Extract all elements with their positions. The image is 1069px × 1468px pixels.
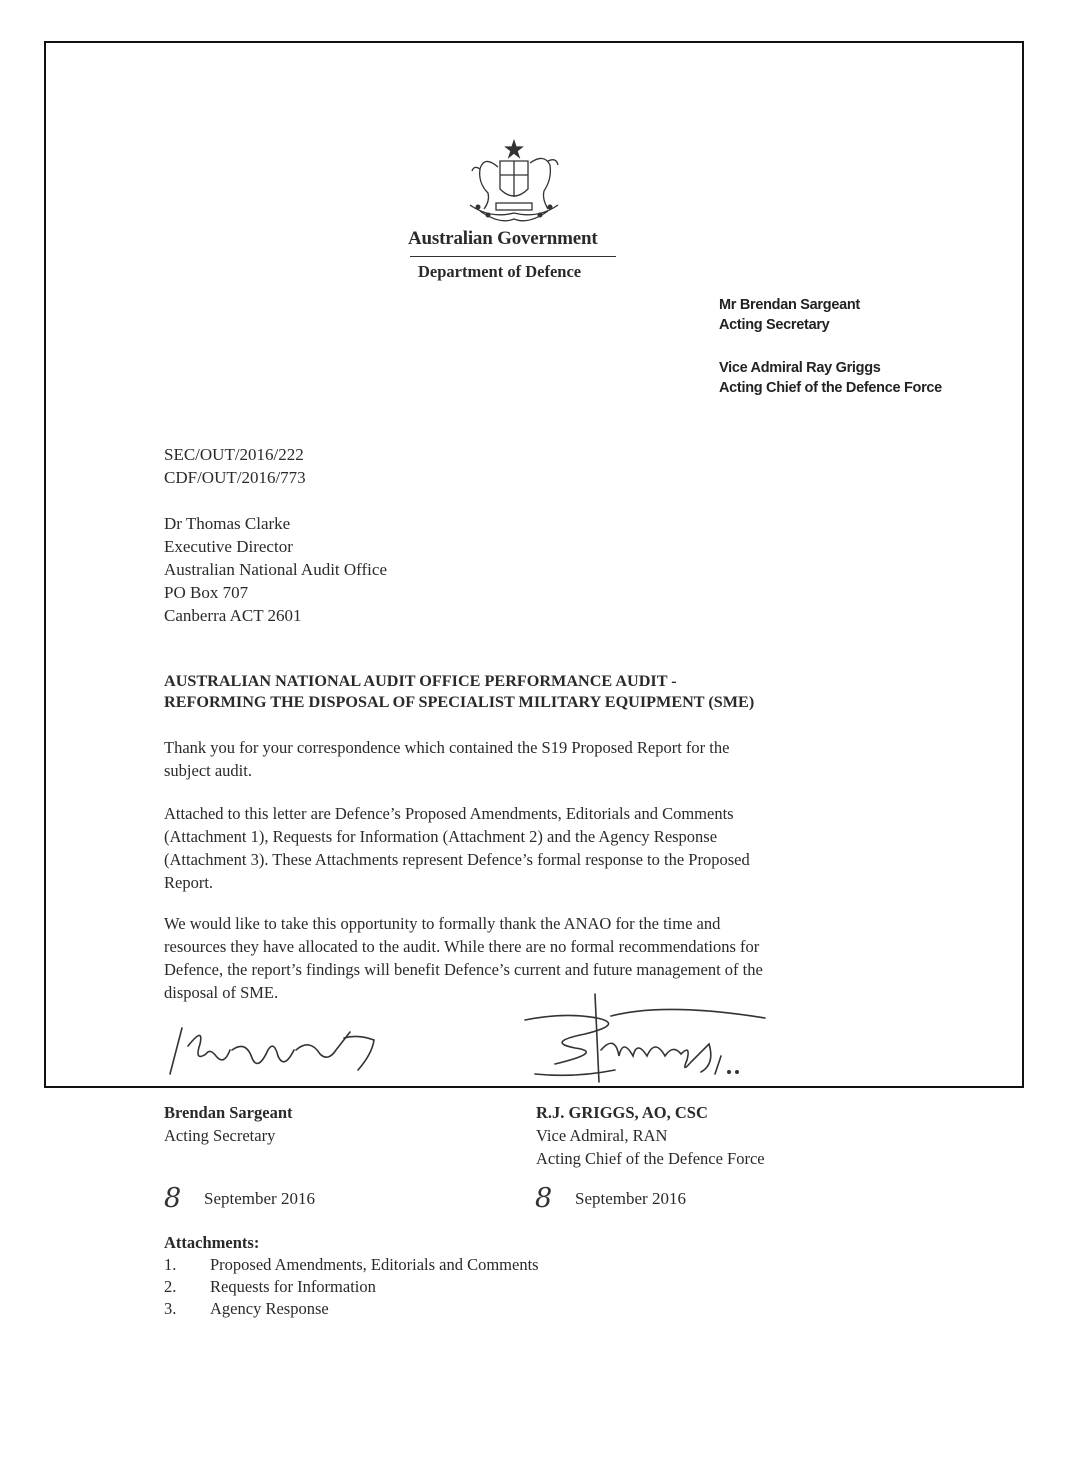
date-sargeant	[164, 1183, 315, 1214]
reference-numbers	[164, 443, 306, 489]
officer-title: Acting Chief of the Defence Force	[719, 380, 942, 396]
list-item	[164, 1298, 539, 1320]
handwritten-day: 8	[535, 1183, 553, 1214]
date-month-year: September 2016	[204, 1189, 315, 1208]
list-item	[164, 1276, 539, 1298]
date-griggs	[535, 1183, 686, 1214]
list-number: 1.	[164, 1255, 177, 1274]
recipient-organisation: Australian National Audit Office	[164, 560, 387, 579]
paragraph-line: Report.	[164, 873, 214, 892]
signature-sargeant	[160, 1010, 390, 1090]
signatory-name: R.J. GRIGGS, AO, CSC	[536, 1103, 708, 1122]
signatory-sargeant	[164, 1101, 293, 1147]
paragraph-line: Attached to this letter are Defence’s Proposed Amendments, Editorials and Comments	[164, 804, 734, 823]
subject-line: AUSTRALIAN NATIONAL AUDIT OFFICE PERFORMANCE AUDIT -	[164, 672, 677, 690]
signatory-title: Acting Chief of the Defence Force	[536, 1149, 765, 1168]
officer-name: Vice Admiral Ray Griggs	[719, 360, 881, 376]
subject-line: REFORMING THE DISPOSAL OF SPECIALIST MILITARY EQUIPMENT (SME)	[164, 693, 755, 711]
list-item	[164, 1254, 539, 1276]
signatory-griggs	[536, 1101, 765, 1170]
officer-name: Mr Brendan Sargeant	[719, 297, 860, 313]
recipient-position: Executive Director	[164, 537, 293, 556]
paragraph-line: Thank you for your correspondence which contained the S19 Proposed Report for the	[164, 738, 730, 757]
paragraph-line: Defence, the report’s findings will benefit Defence’s current and future management of the	[164, 960, 763, 979]
list-label: Proposed Amendments, Editorials and Comments	[210, 1255, 539, 1274]
body-paragraph-1	[164, 736, 884, 782]
reference-cdf: CDF/OUT/2016/773	[164, 468, 306, 487]
attachments-list	[164, 1232, 539, 1320]
list-number: 2.	[164, 1277, 177, 1296]
recipient-city: Canberra ACT 2601	[164, 606, 302, 625]
officer-cdf	[719, 358, 942, 398]
paragraph-line: (Attachment 1), Requests for Information (Attachment 2) and the Agency Response	[164, 827, 718, 846]
paragraph-line: We would like to take this opportunity to formally thank the ANAO for the time and	[164, 914, 721, 933]
officer-block	[719, 295, 942, 421]
signature-griggs	[515, 990, 775, 1095]
date-month-year: September 2016	[575, 1189, 686, 1208]
recipient-po-box: PO Box 707	[164, 583, 249, 602]
signatory-name: Brendan Sargeant	[164, 1103, 293, 1122]
reference-sec: SEC/OUT/2016/222	[164, 445, 304, 464]
signatory-title: Acting Secretary	[164, 1126, 276, 1145]
subject-heading	[164, 671, 754, 713]
signatory-rank: Vice Admiral, RAN	[536, 1126, 668, 1145]
recipient-address	[164, 512, 387, 627]
letterhead-divider	[410, 256, 616, 257]
handwritten-day: 8	[164, 1183, 182, 1214]
paragraph-line: resources they have allocated to the audit. While there are no formal recommendations for	[164, 937, 760, 956]
paragraph-line: disposal of SME.	[164, 983, 279, 1002]
recipient-name: Dr Thomas Clarke	[164, 514, 291, 533]
coat-of-arms-icon	[460, 139, 568, 227]
paragraph-line: subject audit.	[164, 761, 252, 780]
list-label: Agency Response	[210, 1299, 329, 1318]
officer-secretary	[719, 295, 942, 335]
paragraph-line: (Attachment 3). These Attachments represent Defence’s formal response to the Proposed	[164, 850, 750, 869]
department-title: Department of Defence	[418, 262, 582, 281]
government-title: Australian Government	[408, 228, 598, 249]
list-number: 3.	[164, 1299, 177, 1318]
list-label: Requests for Information	[210, 1277, 376, 1296]
attachments-heading: Attachments:	[164, 1233, 260, 1252]
officer-title: Acting Secretary	[719, 317, 830, 333]
body-paragraph-2	[164, 802, 884, 894]
